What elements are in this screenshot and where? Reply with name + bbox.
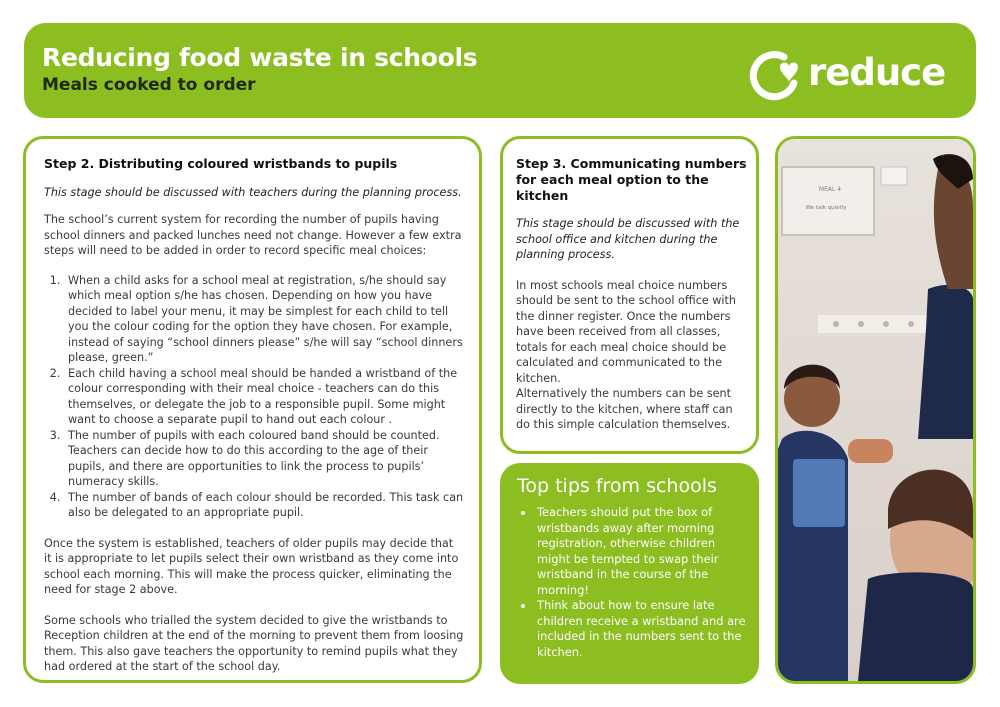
step3-planning-note: This stage should be discussed with the school office and kitchen during the planning process. [516,217,740,261]
photo-illustration [778,139,973,681]
step2-intro: The school’s current system for recording the number of pupils having school dinners and packed lunches need not change. However a few extra steps will need to be added in order to record specific meal choices: [44,213,462,257]
page-subtitle: Meals cooked to order [42,75,256,95]
list-item: • Teachers should put the box of wristbands away after morning registration, otherwise children might be tempted to swap their wristband in the course of the morning! [535,505,747,598]
list-item: • Think about how to ensure late children receive a wristband and are included in the numbers sent to the kitchen. [535,598,747,660]
school-children-photo [775,136,976,684]
page-title: Reducing food waste in schools [42,43,478,72]
step3-paragraph-alternative: Alternatively the numbers can be sent directly to the kitchen, where staff can do this simple calculation themselves. [516,387,733,431]
wall-sign-line2: We talk quietly [805,205,847,211]
top-tips-panel [500,463,759,684]
step2-paragraph-older-pupils: Once the system is established, teachers of older pupils may decide that it is appropriate to let pupils select their own wristband as they come into school each morning. This will make the process quicker, eliminating the need for stage 2 above. [44,536,459,596]
step3-panel [500,136,759,454]
logo-text: reduce [808,51,946,94]
list-item: 3. The number of pupils with each coloured band should be counted. Teachers can decide how to do this according to the age of their pupils, and there are opportunities to link the process to pupils’ numeracy skills. [64,428,464,490]
step2-title: Step 2. Distributing coloured wristbands to pupils [44,156,398,171]
step2-list [44,273,464,521]
tips-title: Top tips from schools [517,475,717,497]
step2-panel [23,136,482,683]
list-item: 1. When a child asks for a school meal at registration, s/he should say which meal option s/he has chosen. Depending on how you have decided to label your menu, it may be simplest for each child to tell you the colour coding for the option they have chosen. For example, instead of saying “school dinners please” s/he will say “school dinners please, green.” [64,273,464,366]
reduce-circle-heart-icon [748,49,804,101]
wall-sign-line1: MEAL 4 [818,186,842,193]
reduce-logo [748,49,946,101]
step2-planning-note: This stage should be discussed with teachers during the planning process. [44,186,462,199]
header-banner [24,23,976,118]
tips-list [517,505,747,660]
list-item: 2. Each child having a school meal should be handed a wristband of the colour corresponding with their meal choice - teachers can do this themselves, or delegate the job to a responsible pupil. Some might want to choose a separate pupil to hand out each colour . [64,366,464,428]
step3-title: Step 3. Communicating numbers for each meal option to the kitchen [516,156,747,203]
step3-paragraph-register: In most schools meal choice numbers should be sent to the school office with the dinner register. Once the numbers have been received from all classes, totals for each meal choice should be calculated and communicated to the kitchen. [516,278,737,385]
step2-paragraph-reception: Some schools who trialled the system decided to give the wristbands to Reception children at the end of the morning to prevent them from loosing them. This also gave teachers the opportunity to remind pupils what they had ordered at the start of the school day. [44,613,464,673]
list-item: 4. The number of bands of each colour should be recorded. This task can also be delegated to an appropriate pupil. [64,490,464,521]
